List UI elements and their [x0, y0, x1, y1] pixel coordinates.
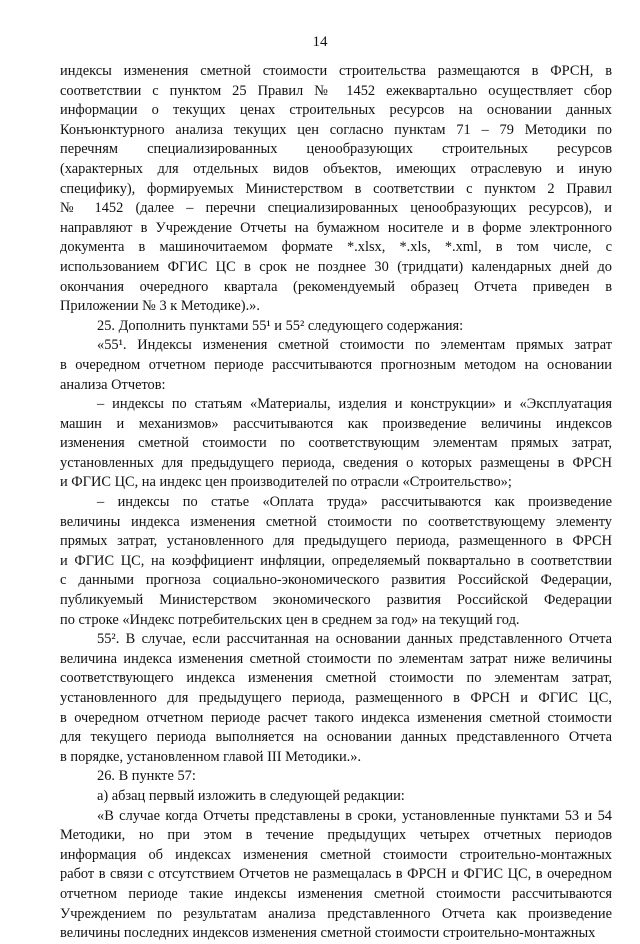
text-line: «В случае когда Отчеты представлены в сроки, установленные пунктами 53 и 54 — [97, 807, 612, 824]
text-line: Учреждением по результатам анализа представленного Отчета как произведение — [60, 905, 612, 922]
text-line: в очередном отчетном периоде рассчитываются прогнозным методом на основании — [60, 356, 612, 373]
paragraph-p3 — [60, 336, 612, 395]
document-body — [60, 62, 612, 944]
paragraph-p9 — [60, 807, 612, 944]
text-line: документа в машиночитаемом формате *.xlsx, *.xls, *.xml, в том числе, с — [60, 239, 612, 256]
text-line: прямых затрат, установленного для предыдущего периода, размещенного в ФРСН — [60, 533, 612, 550]
text-line: «55¹. Индексы изменения сметной стоимости по элементам прямых затрат — [97, 337, 612, 354]
paragraph-p7 — [60, 767, 612, 787]
text-line: использованием ФГИС ЦС в срок не позднее 30 (тридцати) календарных дней до — [60, 258, 612, 275]
text-line: 25. Дополнить пунктами 55¹ и 55² следующего содержания: — [97, 317, 464, 334]
text-line: информация об индексах изменения сметной стоимости строительно-монтажных — [60, 846, 612, 863]
text-line: – индексы по статье «Оплата труда» рассчитываются как произведение — [97, 494, 612, 511]
text-line: – индексы по статьям «Материалы, изделия и конструкции» и «Эксплуатация — [97, 396, 612, 413]
text-line: № 1452 (далее – перечни специализированных ценообразующих ресурсов), и — [60, 200, 612, 217]
text-line: соответствующего индекса изменения сметной стоимости по элементам затрат, — [60, 670, 612, 687]
text-line: и ФГИС ЦС, на коэффициент инфляции, определяемый поквартально в соответствии — [60, 552, 612, 569]
text-line: перечням специализированных ценообразующих строительных ресурсов — [60, 141, 612, 158]
text-line: окончания очередного квартала (рекомендуемый образец Отчета приведен в — [60, 278, 612, 295]
text-line: установленного для предыдущего периода, размещенного в ФРСН и ФГИС ЦС, — [60, 690, 612, 706]
text-line: соответствии с пунктом 25 Правил № 1452 ежеквартально осуществляет сбор — [60, 82, 612, 99]
page-number: 14 — [312, 34, 328, 50]
text-line: изменения сметной стоимости по соответствующим элементам прямых затрат, — [60, 435, 612, 452]
text-line: специфику), формируемых Министерством в соответствии с пунктом 2 Правил — [60, 180, 612, 197]
text-line: величины последних индексов изменения сметной стоимости строительно-монтажных — [60, 925, 596, 942]
text-line: машин и механизмов» рассчитываются как произведение величины индексов — [60, 415, 612, 432]
text-line: а) абзац первый изложить в следующей редакции: — [97, 787, 405, 804]
text-line: (характерных для отдельных видов объектов, имеющих отраслевую и иную — [60, 160, 612, 177]
text-line: направляют в Учреждение Отчеты на бумажном носителе и в форме электронного — [60, 219, 612, 236]
text-line: 55². В случае, если рассчитанная на основании данных представленного Отчета — [97, 631, 612, 648]
text-line: и ФГИС ЦС, на индекс цен производителей по отрасли «Строительство»; — [60, 474, 512, 491]
text-line: отчетном периоде такие индексы изменения сметной стоимости рассчитываются — [60, 885, 612, 902]
text-line: информации о текущих ценах строительных ресурсов на основании данных — [60, 102, 612, 119]
text-line: анализа Отчетов: — [60, 376, 166, 393]
text-line: Конъюнктурного анализа текущих цен согласно пунктам 71 – 79 Методики по — [60, 121, 612, 138]
text-line: публикуемый Министерством экономического развития Российской Федерации — [60, 592, 612, 609]
paragraph-p5 — [60, 493, 612, 630]
text-line: для текущего периода выполняется на основании данных представленного Отчета — [60, 729, 612, 746]
text-line: 26. В пункте 57: — [97, 768, 196, 785]
text-line: величина индекса изменения сметной стоимости по элементам затрат ниже величины — [60, 650, 612, 667]
text-line: в очередном отчетном периоде расчет такого индекса изменения сметной стоимости — [60, 709, 612, 726]
text-line: с данными прогноза социально-экономического развития Российской Федерации, — [60, 572, 612, 589]
text-line: величины индекса изменения сметной стоимости по соответствующему элементу — [60, 513, 612, 530]
text-line: работ в связи с отсутствием Отчетов не размещалась в ФРСН и ФГИС ЦС, в очередном — [60, 866, 612, 883]
text-line: Приложении № 3 к Методике).». — [60, 298, 260, 315]
paragraph-p6 — [60, 630, 612, 767]
text-line: в порядке, установленном главой III Методики.». — [60, 748, 362, 765]
paragraph-p2 — [60, 317, 612, 337]
paragraph-p4 — [60, 395, 612, 493]
paragraph-p1 — [60, 62, 612, 317]
text-line: Методики, но при этом в течение предыдущих четырех отчетных периодов — [60, 827, 612, 844]
text-line: установленных для предыдущего периода, сведения о которых размещены в ФРСН — [60, 454, 612, 471]
paragraph-p8 — [60, 787, 612, 807]
text-line: по строке «Индекс потребительских цен в среднем за год» на текущий год. — [60, 611, 520, 628]
text-line: индексы изменения сметной стоимости строительства размещаются в ФРСН, в — [60, 63, 612, 79]
